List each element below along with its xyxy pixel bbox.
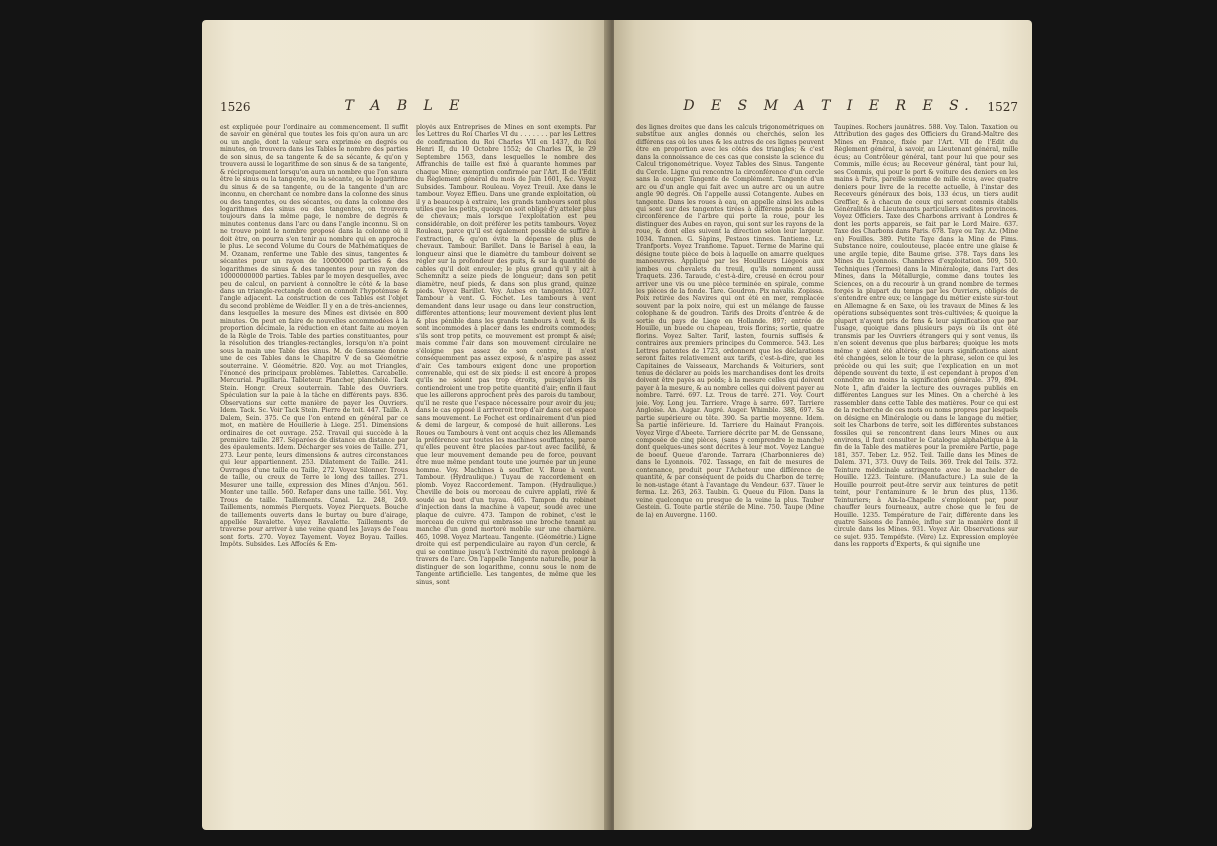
left-page-header	[220, 98, 590, 120]
right-column-2	[834, 124, 1018, 810]
right-running-head: D E S M A T I E R E S.	[683, 98, 975, 114]
right-column-2-text: Taupines. Rochers jaunâtres. 588. Voy. Talon. Taxation ou Attribution des gages des Officiers du Grand-Maître des Mines en France, fixée par l'Art. VII de l'Edit du Règlement général, à savoir, au Lieutenant général, mille écus; au Contrôleur général, tant pour lui que pour ses Commis, mille écus; au Receveur général, tant pour lui, ses Commis, qui pour le port & voiture des deniers en les mains à Paris, pareille somme de mille écus, avec quatre deniers pour livre de la recette actuelle, à l'instar des Receveurs généraux des bois, 133 écus, un tiers audit Greffier, & à chacun de ceux qui seront commis établis Généralités de Lieutenants particuliers esdites provinces. Voyez Officiers. Taxe des Charbons arrivant à Londres & dont les ports appareis, se fait par le Lord Maire. 637. Taxe des Charbons dans Paris. 678. Taye ou Tay. Az. (Mine en) Fouilles. 389. Petite Taye dans la Mine de Fims. Substance noire, coulouteuse, placée entre une glaise & une argile tepie, dite Baume grise. 378. Tays dans les Mines du Lyonnois. Chambres d'exploitation. 509, 510. Techniques (Termes) dans la Minéralogie, dans l'art des Mines, dans la Métallurgie, comme dans toutes les Sciences, on a du recourir à un grand nombre de termes forgés la plupart du temps par les Ouvriers, obligés de s'entendre entre eux; ce langage du métier existe sur-tout en Allemagne & en Saxe, où les travaux de Mines & les opérations subséquentes sont très-cultivées; & quoique la plupart n'ayent pris de fens & leur signification que par l'usage, quoique dans plusieurs pays où ils ont été transmis par les Ouvriers étrangers qui y sont venus, ils n'en soient devenus que plus barbares; quoique les mots même y aient été altérés; que leurs significations aient été changées, selon le tour de la phrase, selon ce qui les précède ou qui les suit; que l'explication en un mot dépende souvent du texte, il est cependant à propos d'en connoître au moins la signification générale. 379, 894. Note 1, afin d'aider la lecture des ouvrages publiés en différentes Langues sur les Mines. On a cherché à les rassembler dans cette Table des matières. Pour ce qui est de la recherche de ces mots ou noms propres par lesquels on désigne en Minéralogie ou dans le langage du métier, soit les Charbons de terre, soit les différentes substances fossiles qui se rencontrent dans leurs Mines ou aux environs, il faut consulter le Catalogue alphabétique à la fin de la Table des matières pour la première Partie, page 181, 357. Teber. Lz. 952. Teil. Taille dans les Mines de Dalem. 371, 373. Ouvy de Teils. 369. Trek del Teils. 372. Teinture médicinale astringente avec le macheler de Houille. 1223. Teinture. (Manufacture.) La suie de la Houille pourroit peut-être servir aux teintures de petit teint, pour l'entaminure & le brun des plus, 1136. Teinturiers; à Aix-la-Chapelle s'emploient par, pour chauffer leurs fourneaux, autre chose que le feu de Houille. 1235. Température de l'air, différente dans les quatre Saisons de l'année, influe sur la manière dont il circule dans les Mines. 931. Voyez Air. Observations sur ce sujet. 935. Tempéfste. (Vère) Lz. Expression employée dans les rapports d'Experts, & qui signifie une	[834, 124, 1018, 549]
left-column-2-text: ployés aux Entreprises de Mines en sont exempts. Par les Lettres du Roi Charles VI du . . . . . . . par les Lettres de confirmation du Roi Charles VII en 1437, du Roi Henri II, du 10 Octobre 1552; de Charles IX, le 29 Septembre 1563, dans lesquelles le nombre des Affranchis de taille est fixé à quarante hommes par chaque Mine; exemption confirmée par l'Art. II de l'Edit du Règlement général du mois de Juin 1601, &c. Voyez Subsides. Tambour. Rouleau. Voyez Treuil. Axe dans le tambour. Voyez Effieu. Dans une grande exploitation, où il y a beaucoup à extraire, les grands tambours sont plus utiles que les petits, quoiqu'on soit obligé d'y atteler plus de chevaux; mais lorsque l'exploitation est peu considérable, on doit préférer les petits tambours. Voyez Rouleau, parce qu'il est également possible de suffire à l'extraction, & qu'on évite la dépense de plus de chevaux. Tambour. Barillet. Dans le Barisel à eau, la longueur ainsi que le diamètre du tambour doivent se régler sur la profondeur des puits, & sur la quantité de cables qu'il doit enrouler; le plus grand qu'il y ait à Schemnitz a seize pieds de longueur; dans son petit diamètre, neuf pieds, & dans son plus grand, quinze pieds. Voyez Barillet. Voy. Aubes en tangentes. 1027. Tambour à vent. G. Fochet. Les tambours à vent demandent dans leur usage ou dans leur construction, différentes attentions; leur mouvement devient plus lent & plus pénible dans les grands tambours à vent, & ils sont incommodes à placer dans les endroits commodes; s'ils sont trop petits, ce mouvement est prompt & aisé; mais comme l'air dans son mouvement circulaire ne s'éloigne pas assez de son centre, il n'est conséquemment pas assez exposé, & n'aspire pas assez d'air. Ces tambours exigent donc une proportion convenable, qui est de six pieds: il est encore à propos qu'ils ne soient pas trop étroits, puisqu'alors ils contiendroient une trop petite quantité d'air; enfin il faut que les aillerons approchent près des parois du tambour, qu'il ne reste que l'espace nécessaire pour avoir du jeu; dans le cas opposé il arriveroit trop d'air dans cet espace sans mouvement. Le Fochet est ordinairement d'un pied & demi de largeur, & composé de huit aillerons. Les Roues ou Tambours à vent ont acquis chez les Allemands la préférence sur toutes les machines soufflantes, parce qu'elles peuvent être placées par-tout avec facilité, & que leur mouvement demande peu de force, pouvant être mue même pendant toute une journée par un jeune homme. Voy. Machines à souffler. V. Roue à vent. Tambour. (Hydraulique.) Tuyau de raccordement en plomb. Voyez Raccordement. Tampon. (Hydraulique.) Cheville de bois ou morceau de cuivre applati, rivé & soudé au bout d'un tuyau. 465. Tampon du robinet d'injection dans la machine à vapeur, soudé avec une plaque de cuivre. 473. Tampon de robinet, c'est le morceau de cuivre qui embrasse une broche tenant au manche d'un gond mortoré mobile sur une charnière. 465, 1098. Voyez Marteau. Tangente. (Géométrie.) Ligne droite qui est perpendiculaire au rayon d'un cercle, & qui se continue jusqu'à l'extrémité du rayon prolongé à travers de l'arc. On l'appelle Tangente naturelle, pour la distinguer de son logarithme, connu sous le nom de Tangente artificielle. Les tangentes, de même que les sinus, sont	[416, 124, 596, 586]
left-column-2	[416, 124, 596, 810]
left-page-number: 1526	[220, 100, 251, 114]
right-page	[614, 20, 1032, 830]
left-column-1	[220, 124, 408, 810]
right-column-1-text: des lignes droites que dans les calculs trigonométriques on substitue aux angles donnés ou cherchés, selon les différens cas où les unes & les autres de ces lignes peuvent être en proportion avec les côtés des triangles; & c'est dans la connoissance de ces cas que consiste la science du Calcul trigonométrique. Voyez Tables des Sinus. Tangente du Cercle. Ligne qui rencontre la circonférence d'un cercle sans la couper. Tangente de Complément. Tangente d'un arc ou d'un angle qui fait avec un autre arc ou un autre angle 90 degrés. On l'appelle aussi Cotangente. Aubes en tangente. Dans les roues à eau, on appelle ainsi les aubes qui sont sur des tangentes tirées à différens points de la circonférence de l'arbre qui porte la roue, pour les distinguer des Aubes en rayon, qui sont sur les rayons de la roue, & dont elles suivent la direction selon leur largeur. 1034. Tannen. G. Sàpins, Pestaos tinnes. Tantieme. Lz. Tranfports. Voyez Tranfiome. Tapuet. Terme de Marine qui désigne toute pièce de bois à laquelle on amarre quelques manoeuvres. Appliqué par les Houilleurs Liégeois aux jambes ou chevalets du treuil, qu'ils nomment aussi Traquets. 236. Taraude, c'est-à-dire, creusé en écrou pour arriver une vis ou une pièce terminée en spirale, comme les pièces de la fonde. Tare. Goudron. Pix navalis. Zopissa. Poix retirée des Navires qui ont été en mer, remplacée souvent par la poix noire, qui est un mélange de fausse colophane & de goudron. Tarifs des Droits d'entrée & de sortie du pays de Liege en Hollande. 897; entrée de Houille, un buede ou chapeau, trois florins; sortie, quatre florins. Voyez Salter. Tarif, lasten, fournis suffisés & contraires aux premiers principes du Commerce. 543. Les Lettres patentes de 1723, ordonnent que les déclarations seront faites relativement aux tarifs, c'est-à-dire, que les Capitaines de Vaisseaux, Marchands & Voituriers, sont tenus de déclarer au poids les marchandises dont les droits doivent être payés au poids; à la mesure celles qui doivent payer à la mesure, & au nombre celles qui doivent payer au nombre. Tarré. 697. Lz. Trous de tarré. 271. Voy. Court joie. Voy. Long jeu. Tarriere. Vrage à sarre. 697. Tarriere Angloise. An. Augar. Augré. Auger. Whimble. 388, 697. Sa partie supérieure ou tête. 390. Sa partie moyenne. Idem. Sa partie inférieure. Id. Tarriere du Hainaut François. Voyez Virge d'Abeete. Tarriere décrite par M. de Genssane, composée de cinq pièces, (sans y comprendre le manche) dont quelques-unes sont décrites à leur mot. Voyez Langue de boeuf. Queue d'aronde. Tarrara (Charbonnieres de) dans le Lyonnois. 702. Tassage, en fait de mesures de contenance, produit pour l'Acheteur une différence de quantité, & par conséquent de poids du Charbon de terre; le non-ustage étant à l'avantage du Vendeur. 637. Tàuer le ferma. Lz. 263, 263. Taubin. G. Queue du Filon. Dans la veine quelconque ou presque de la veine la plus. Tauber Gestein. G. Toute partie stérile de Mine. 750. Taupe (Mine de la) en Auvergne. 1160.	[636, 124, 824, 519]
left-column-1-text: est expliquée pour l'ordinaire au commencement. Il suffit de savoir en général que toutes les fois qu'on aura un arc ou un angle, dont la valeur sera exprimée en degrés ou minutes, on trouvera dans les Tables le nombre des parties de son sinus, de sa tangente & de sa sécante, & qu'on y trouvera aussi le logarithme de son sinus & de sa tangente, & réciproquement lorsqu'on aura un nombre que l'on saura être le sinus ou la tangente, ou la sécante, ou le logarithme du sinus & de sa tangente, ou de la tangente d'un arc inconnu, en cherchant ce nombre dans la colonne des sinus ou des tangentes, ou des sécantes, ou dans la colonne des logarithmes des sinus ou des tangentes, on trouvera toujours dans la même page, le nombre de degrés & minutes contenus dans l'arc ou dans l'angle inconnu. Si on ne trouve point le nombre proposé dans la colonne où il doit être, on pourra s'en tenir au nombre qui en approche le plus. Le second Volume du Cours de Mathématiques de M. Ozanam, renferme une Table des sinus, tangentes & sécantes pour un rayon de 10000000 parties & des logarithmes de sinus & des tangentes pour un rayon de 10000000000 parties. Tables par le moyen desquelles, avec peu de calcul, on parvient à connoître le côté & la base dans un triangle-rectangle dont on connoît l'hypoténuse & l'angle adjacent. La construction de ces Tables est l'objet du second problème de Weidler. Il y en a de très-anciennes, dans lesquelles la mesure des Mines est divisée en 800 minutes. On peut en faire de nouvelles accommodées à la proportion décimale, la réduction en étant faite au moyen de la Règle de Trois. Table des parties constituantes, pour la résolution des triangles-rectangles, lorsqu'on n'a point sous la main une Table des sinus. M. de Genssane donne une de ces Tables dans le Chapitre V de sa Géométrie souterraine. V. Géométrie. 820. Voy. au mot Triangles, l'énoncé des principaux problèmes. Tablettes. Carcabelle. Mercurial. Pugillaria. Tableteur. Plancher, planchéié. Tack Stein. Hongr. Creux souterrain. Table des Ouvriers. Spéculation sur la paie à la tâche en différents pays. 836. Observations sur cette manière de payer les Ouvriers. Idem. Tack. Sc. Voir Tack Stein. Pierre de toit. 447. Taille. A Dalem, Sein. 375. Ce que l'on entend en général par ce mot, en matière de Houillerie à Liege. 251. Dimensions ordinaires de cet ouvrage. 252. Travail qui succède à la première taille. 287. Séparées de distance en distance par des épaulements. Idem. Décharger ses voies de Taille. 271, 273. Leur pente, leurs dimensions & autres circonstances qui leur appartiennent. 253. Dilatement de Taille. 241. Ouvrages d'une taille ou Taille, 272. Voyez Silonner. Trous de taille, ou creux de Terre le long des tailles. 271. Mesurer une taille, expression des Mines d'Anjou. 561. Monter une taille. 560. Refaper dans une taille. 561. Voy. Trous de taille. Taillements. Canal. Lz. 248, 249. Taillements, nommés Pierquets. Voyez Pierquets. Bouche de taillements ouverts dans le burtay ou bure d'airage, appellée Ravalette. Voyez Ravalette. Taillements de traverse pour arriver à une veine quand les Javays de l'eau sont forts. 270. Voyez Tayement. Voyez Boyau. Tailles. Impôts. Subsides. Les Affociés & Em-	[220, 124, 408, 549]
left-running-head: T A B L E	[344, 98, 466, 114]
right-page-header	[640, 98, 1018, 120]
right-column-1	[636, 124, 824, 810]
left-page	[202, 20, 610, 830]
right-page-number: 1527	[987, 100, 1018, 114]
